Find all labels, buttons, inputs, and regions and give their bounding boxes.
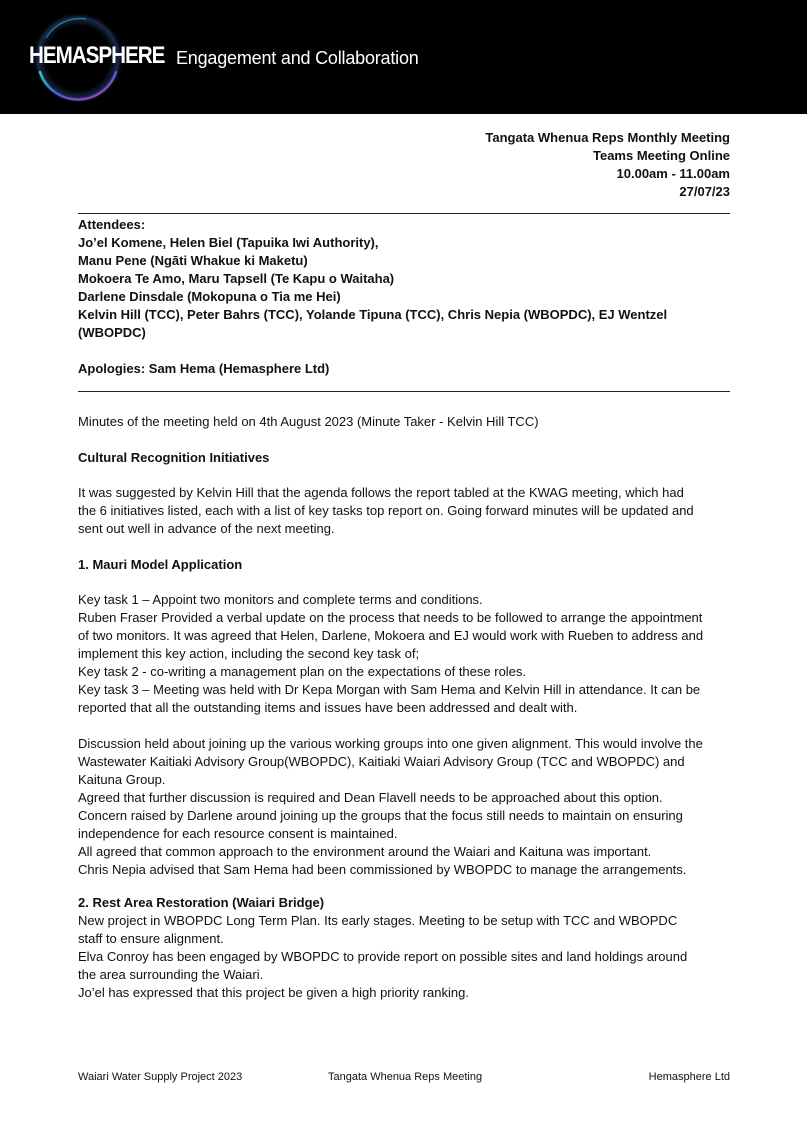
meeting-time: 10.00am - 11.00am — [616, 166, 730, 181]
attendee-line: Manu Pene (Ngāti Whakue ki Maketu) — [78, 253, 308, 268]
header-title: Engagement and Collaboration — [176, 48, 419, 68]
attendee-line: (WBOPDC) — [78, 325, 146, 340]
paragraph-line: reported that all the outstanding items and issues have been addressed and dealt with. — [78, 700, 578, 715]
paragraph-line: Elva Conroy has been engaged by WBOPDC to provide report on possible sites and land holdings around — [78, 949, 688, 964]
attendees-heading: Attendees: — [78, 217, 146, 232]
paragraph-line: Key task 3 – Meeting was held with Dr Kepa Morgan with Sam Hema and Kelvin Hill in attendance. It can be — [78, 682, 701, 697]
attendee-line: Kelvin Hill (TCC), Peter Bahrs (TCC), Yolande Tipuna (TCC), Chris Nepia (WBOPDC), EJ Wentzel — [78, 307, 668, 322]
attendee-line: Jo’el Komene, Helen Biel (Tapuika Iwi Authority), — [78, 235, 379, 250]
meeting-details — [485, 129, 730, 201]
section1-key-tasks — [78, 591, 738, 717]
paragraph-line: the area surrounding the Waiari. — [78, 967, 264, 982]
paragraph-line: Key task 1 – Appoint two monitors and complete terms and conditions. — [78, 592, 483, 607]
apologies: Apologies: Sam Hema (Hemasphere Ltd) — [78, 361, 330, 376]
paragraph-line: independence for each resource consent is maintained. — [78, 826, 398, 841]
divider-top — [78, 213, 730, 214]
paragraph-line: Ruben Fraser Provided a verbal update on the process that needs to be followed to arrange the appointment — [78, 610, 703, 625]
section2-heading: 2. Rest Area Restoration (Waiari Bridge) — [78, 895, 325, 910]
paragraph-line: New project in WBOPDC Long Term Plan. Its early stages. Meeting to be setup with TCC and WBOPDC — [78, 913, 678, 928]
section2-paragraph — [78, 912, 738, 1002]
paragraph-line: Key task 2 - co-writing a management plan on the expectations of these roles. — [78, 664, 527, 679]
paragraph-line: implement this key action, including the second key task of; — [78, 646, 420, 661]
paragraph-line: Agreed that further discussion is required and Dean Flavell needs to be approached about this option. — [78, 790, 663, 805]
paragraph-line: It was suggested by Kelvin Hill that the agenda follows the report tabled at the KWAG meeting, which had — [78, 485, 684, 500]
paragraph-line: staff to ensure alignment. — [78, 931, 224, 946]
paragraph-line: Discussion held about joining up the various working groups into one given alignment. This would involve the — [78, 736, 703, 751]
minutes-intro: Minutes of the meeting held on 4th August 2023 (Minute Taker - Kelvin Hill TCC) — [78, 414, 539, 429]
paragraph-line: Kaituna Group. — [78, 772, 166, 787]
meeting-name: Tangata Whenua Reps Monthly Meeting — [485, 130, 730, 145]
section1-heading: 1. Mauri Model Application — [78, 557, 243, 572]
attendee-line: Darlene Dinsdale (Mokopuna o Tia me Hei) — [78, 289, 341, 304]
logo-wordmark: HEMASPHERE — [29, 42, 165, 69]
paragraph-line: the 6 initiatives listed, each with a list of key tasks top report on. Going forward minutes will be updated and — [78, 503, 694, 518]
paragraph-line: sent out well in advance of the next meeting. — [78, 521, 335, 536]
document-header — [0, 0, 807, 114]
meeting-location: Teams Meeting Online — [592, 148, 730, 163]
paragraph-line: Concern raised by Darlene around joining up the groups that the focus still needs to maintain on ensuring — [78, 808, 683, 823]
attendee-line: Mokoera Te Amo, Maru Tapsell (Te Kapu o Waitaha) — [78, 271, 395, 286]
paragraph-line: All agreed that common approach to the environment around the Waiari and Kaituna was important. — [78, 844, 652, 859]
paragraph-line: Chris Nepia advised that Sam Hema had been commissioned by WBOPDC to manage the arrangements. — [78, 862, 687, 877]
paragraph-line: Jo’el has expressed that this project be given a high priority ranking. — [78, 985, 469, 1000]
footer-center: Tangata Whenua Reps Meeting — [328, 1071, 483, 1083]
paragraph-line: of two monitors. It was agreed that Helen, Darlene, Mokoera and EJ would work with Rueben to address and — [78, 628, 704, 643]
cultural-paragraph — [78, 484, 738, 538]
section1-discussion — [78, 735, 738, 879]
cultural-heading: Cultural Recognition Initiatives — [78, 450, 270, 465]
attendees-section — [78, 216, 738, 342]
meeting-date: 27/07/23 — [679, 184, 730, 199]
footer-left: Waiari Water Supply Project 2023 — [78, 1071, 243, 1083]
divider-bottom — [78, 391, 730, 392]
footer-right: Hemasphere Ltd — [648, 1071, 730, 1083]
paragraph-line: Wastewater Kaitiaki Advisory Group(WBOPDC), Kaitiaki Waiari Advisory Group (TCC and WBOPDC) and — [78, 754, 685, 769]
